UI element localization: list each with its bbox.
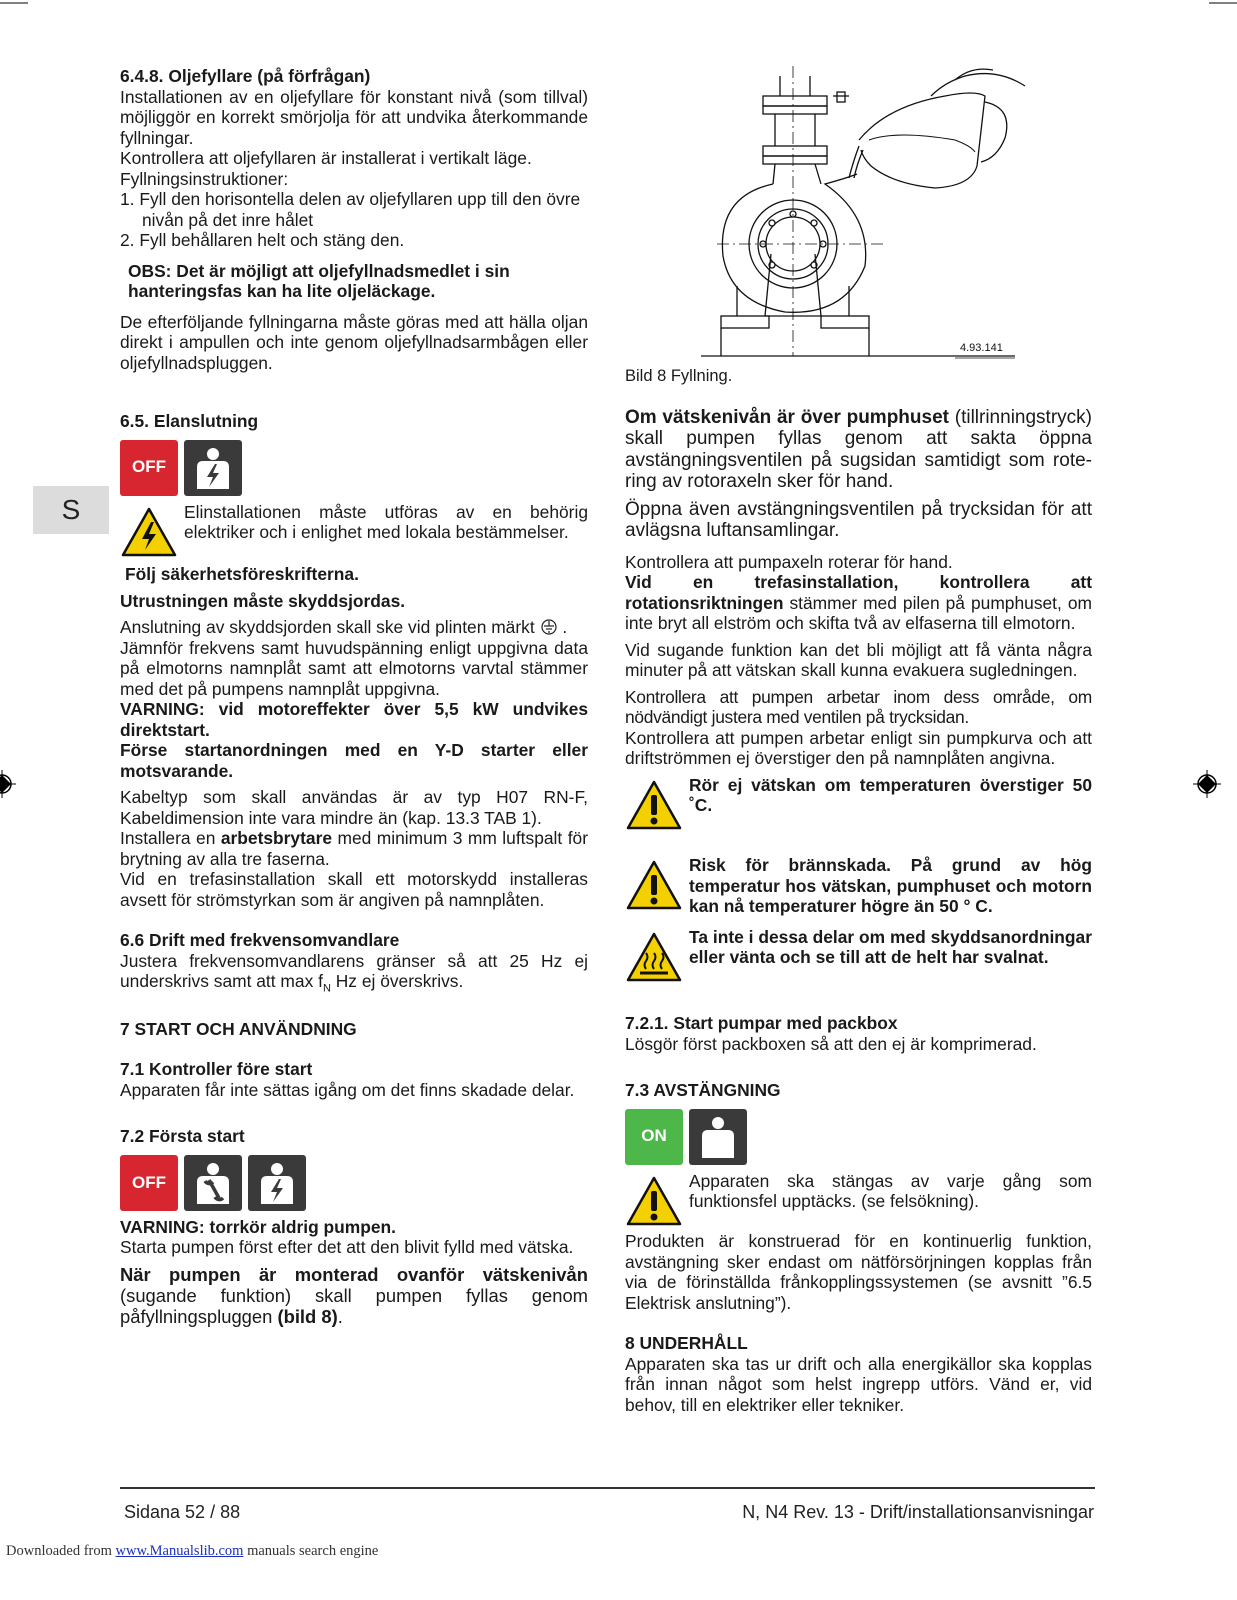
heading-7: 7 START OCH ANVÄNDNING — [120, 1018, 357, 1039]
figure-code: 4.93.141 — [960, 342, 1003, 354]
bold-line: VARNING: torrkör aldrig pumpen. — [120, 1216, 397, 1237]
page-number: Sidana 52 / 88 — [124, 1502, 241, 1522]
document-title: N, N4 Rev. 13 - Drift/installationsanvisningar — [742, 1502, 1094, 1522]
paragraph: Om vätskenivån är över pumphuset (tillrinningstryck) skall pumpen fyllas genom att sakta öppna avstängningsventilen på sugsidan samtidigt som rote-ring av rotoraxeln sker för hand. — [625, 406, 1092, 492]
paragraph: Öppna även avstängningsventilen på trycksidan för att avlägsna luftansamlingar. — [625, 498, 1092, 541]
bold-line: VARNING: vid motoreffekter över 5,5 kW undvikes direktstart. — [120, 699, 588, 740]
electrician-icon — [184, 440, 242, 496]
language-tab: S — [33, 486, 109, 534]
paragraph: När pumpen är monterad ovanför vätskenivån (sugande funktion) skall pumpen fyllas genom påfyllningspluggen (bild 8). — [120, 1263, 588, 1327]
mechanic-icon — [184, 1155, 242, 1211]
right-column — [625, 66, 1092, 1415]
paragraph: Kontrollera att pumpen arbetar enligt sin pumpkurva och att driftströmmen ej överstiger den på namnplåten angivna. — [625, 727, 1092, 768]
warning-text: Risk för brännskada. På grund av hög temperatur hos vätskan, pumphuset och motorn kan nå temperaturer högre än 50 ° C. — [689, 855, 1092, 916]
bold-line: Utrustningen måste skyddsjordas. — [120, 590, 406, 611]
warning-text: Ta inte i dessa delar om med skyddsanordningar eller vänta och se till att de helt har svalnat. — [689, 926, 1092, 967]
heading-7-1: 7.1 Kontroller före start — [120, 1059, 313, 1080]
high-voltage-warning-icon — [120, 502, 178, 563]
heading-6-4-8: 6.4.8. Oljefyllare (på förfrågan) — [120, 66, 371, 86]
paragraph: Lösgör först packboxen så att den ej är komprimerad. — [625, 1033, 1037, 1054]
heading-6-5: 6.5. Elanslutning — [120, 411, 259, 431]
warning-text: Apparaten ska stängas av varje gång som funktionsfel upptäcks. (se felsökning). — [689, 1170, 1092, 1211]
paragraph: Installera en arbetsbrytare med minimum 3 mm luftspalt för brytning av alla tre faserna. — [120, 828, 588, 869]
registration-mark-left — [0, 770, 16, 798]
temperature-warning — [625, 775, 1092, 836]
hot-surface-warning — [625, 927, 1092, 988]
bold-line: Förse startanordningen med en Y-D starter eller motsvarande. — [120, 740, 588, 781]
power-off-icon: OFF — [120, 1155, 178, 1211]
manualslib-link[interactable]: www.Manualslib.com — [115, 1543, 244, 1559]
power-off-icon: OFF — [120, 440, 178, 496]
list-item: 1. Fyll den horisontella delen av oljefyllaren upp till den övre nivån på det inre hålet — [120, 189, 581, 230]
figure-caption: Bild 8 Fyllning. — [625, 367, 733, 385]
electrical-warning — [120, 502, 588, 563]
fill-instructions-list — [120, 189, 588, 251]
paragraph: De efterföljande fyllningarna måste göras med att hälla oljan direkt i ampullen och inte genom oljefyllnadsarmbågen eller oljefyllnadspluggen. — [120, 311, 588, 373]
crop-marks-top — [0, 0, 1237, 12]
heading-7-2: 7.2 Första start — [120, 1126, 245, 1147]
paragraph: Apparaten ska tas ur drift och alla energikällor ska kopplas från innan något som helst ingrepp utförs. Vänd er, vid behov, till en elektriker eller tekniker. — [625, 1353, 1092, 1415]
registration-mark-right — [1193, 770, 1221, 798]
paragraph: Anslutning av skyddsjorden skall ske vid plinten märkt . — [120, 617, 568, 637]
download-notice: Downloaded from www.Manualslib.com manuals search engine — [6, 1543, 379, 1559]
warning-text: Elinstallationen måste utföras av en behörig elektriker och i enlighet med lokala bestämmelser. — [184, 501, 588, 542]
paragraph: Kontrollera att pumpaxeln roterar för hand. — [625, 551, 953, 572]
paragraph: Vid sugande funktion kan det bli möjligt att få vänta några minuter på att vätskan skall kunna evakuera sugledningen. — [625, 639, 1092, 680]
heading-8: 8 UNDERHÅLL — [625, 1333, 748, 1353]
shutdown-warning — [625, 1171, 1092, 1232]
paragraph: Fyllningsinstruktioner: — [120, 168, 289, 189]
exclamation-warning-icon — [625, 1171, 683, 1232]
power-on-icon: ON — [625, 1109, 683, 1165]
paragraph: Vid en trefasinstallation, kontrollera att rotationsriktningen stämmer med pilen på pumphuset, om inte bryt all elström och skifta två av elfaserna till elmotorn. — [625, 572, 1092, 633]
left-column — [120, 66, 588, 1327]
safety-icons-7-3 — [625, 1109, 1092, 1165]
electrician-icon — [248, 1155, 306, 1211]
paragraph: Jämnför frekvens samt huvudspänning enligt uppgivna data på elmotorns namnplåt samt att elmotorns varvtal stämmer med det på pumpens namnplåt uppgivna. — [120, 637, 588, 699]
paragraph: Installationen av en oljefyllare för konstant nivå (som tillval) möjliggör en korrekt smörjolja för att undvika återkommande fyllningar. — [120, 86, 588, 148]
safety-icons-6-5 — [120, 440, 588, 496]
list-item: 2. Fyll behållaren helt och stäng den. — [120, 230, 405, 250]
heading-6-6: 6.6 Drift med frekvensomvandlare — [120, 930, 400, 950]
footer-divider — [120, 1487, 1095, 1489]
hot-surface-warning-icon — [625, 927, 683, 988]
ground-symbol-icon — [540, 619, 558, 635]
heading-7-2-1: 7.2.1. Start pumpar med packbox — [625, 1013, 898, 1033]
exclamation-warning-icon — [625, 855, 683, 916]
paragraph: Produkten är konstruerad för en kontinuerlig funktion, avstängning sker endast om nätförsörjningen kopplas från via de förinställda frånkopplingssystemen (se avsnitt ”6.5 Elektrisk anslutning”). — [625, 1231, 1092, 1313]
obs-note: OBS: Det är möjligt att oljefyllnadsmedlet i sin hanteringsfas kan ha lite oljeläckage. — [128, 260, 510, 301]
paragraph: Starta pumpen först efter det att den blivit fylld med vätska. — [120, 1237, 574, 1258]
bold-line: Följ säkerhetsföreskrifterna. — [125, 564, 359, 584]
pump-filling-illustration — [625, 66, 1092, 366]
operator-icon — [689, 1109, 747, 1165]
heading-7-3: 7.3 AVSTÄNGNING — [625, 1080, 781, 1100]
safety-icons-7-2 — [120, 1155, 588, 1211]
paragraph: Vid en trefasinstallation skall ett motorskydd installeras avsett för strömstyrkan som är angiven på namnplåten. — [120, 869, 588, 910]
exclamation-warning-icon — [625, 775, 683, 836]
figure-8-filling — [625, 66, 1092, 366]
paragraph: Kontrollera att pumpen arbetar inom dess område, om nödvändigt justera med ventilen på trycksidan. — [625, 686, 1092, 727]
burn-risk-warning — [625, 855, 1092, 917]
paragraph: Kabeltyp som skall användas är av typ H07 RN-F, Kabeldimension inte vara mindre än (kap. 13.3 TAB 1). — [120, 787, 588, 828]
paragraph: Apparaten får inte sättas igång om det finns skadade delar. — [120, 1079, 575, 1100]
paragraph: Justera frekvensomvandlarens gränser så att 25 Hz ej underskrivs samt att $\max f_N$ Hz ej överskrivs. — [120, 950, 588, 995]
warning-text: Rör ej vätskan om temperaturen överstiger 50 ˚C. — [689, 774, 1092, 815]
paragraph: Kontrollera att oljefyllaren är installerat i vertikalt läge. — [120, 148, 532, 168]
